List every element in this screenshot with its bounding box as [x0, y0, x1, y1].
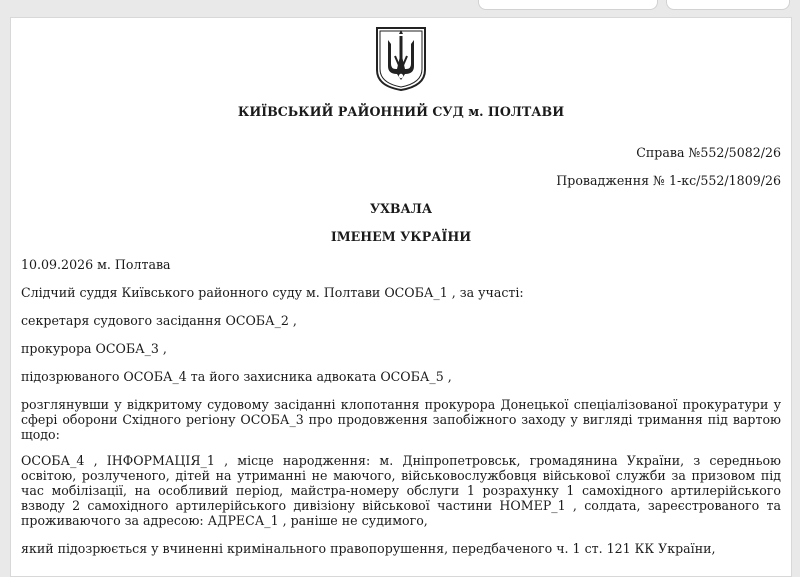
court-name: КИЇВСЬКИЙ РАЙОННИЙ СУД м. ПОЛТАВИ: [237, 104, 565, 119]
coat-of-arms-icon: [375, 26, 427, 92]
paragraph-secretary: секретаря судового засідання ОСОБА_2 ,: [21, 313, 297, 328]
paragraph-prosecutor: прокурора ОСОБА_3 ,: [21, 341, 167, 356]
top-control-right[interactable]: [666, 0, 790, 10]
proceeding-number: Провадження № 1-кс/552/1809/26: [556, 173, 781, 188]
paragraph-person-info: ОСОБА_4 , ІНФОРМАЦІЯ_1 , місце народження: м. Дніпропетровськ, громадянина України, з середньою освітою, розлученого, дітей на утриманні не маючого, військовослужбовця військової служби за призовом під час мобілізації, на особливий період, майстра-номеру обслуги 1 розрахунку 1 самохідного артилерійського взводу 2 самохідного артилерійського дивізіону військової частини НОМЕР_1 , солдата, зареєстрованого та проживаючого за адресою: АДРЕСА_1 , раніше не судимого,: [21, 453, 781, 528]
paragraph-suspect: підозрюваного ОСОБА_4 та його захисника адвоката ОСОБА_5 ,: [21, 369, 452, 384]
paragraph-judge: Слідчий суддя Київського районного суду м. Полтави ОСОБА_1 , за участі:: [21, 285, 524, 300]
paragraph-motion: розглянувши у відкритому судовому засіданні клопотання прокурора Донецької спеціалізованої прокуратури у сфері оборони Східного регіону ОСОБА_3 про продовження запобіжного заходу у вигляді тримання під вартою щодо:: [21, 397, 781, 442]
date-place: 10.09.2026 м. Полтава: [21, 257, 171, 272]
case-number: Справа №552/5082/26: [636, 145, 781, 160]
document-title: УХВАЛА: [369, 201, 433, 216]
paragraph-charge: який підозрюється у вчиненні кримінального правопорушення, передбаченого ч. 1 ст. 121 КК України,: [21, 541, 716, 556]
document-subtitle: ІМЕНЕМ УКРАЇНИ: [330, 229, 472, 244]
document-page: [10, 17, 792, 577]
top-control-left[interactable]: [478, 0, 658, 10]
